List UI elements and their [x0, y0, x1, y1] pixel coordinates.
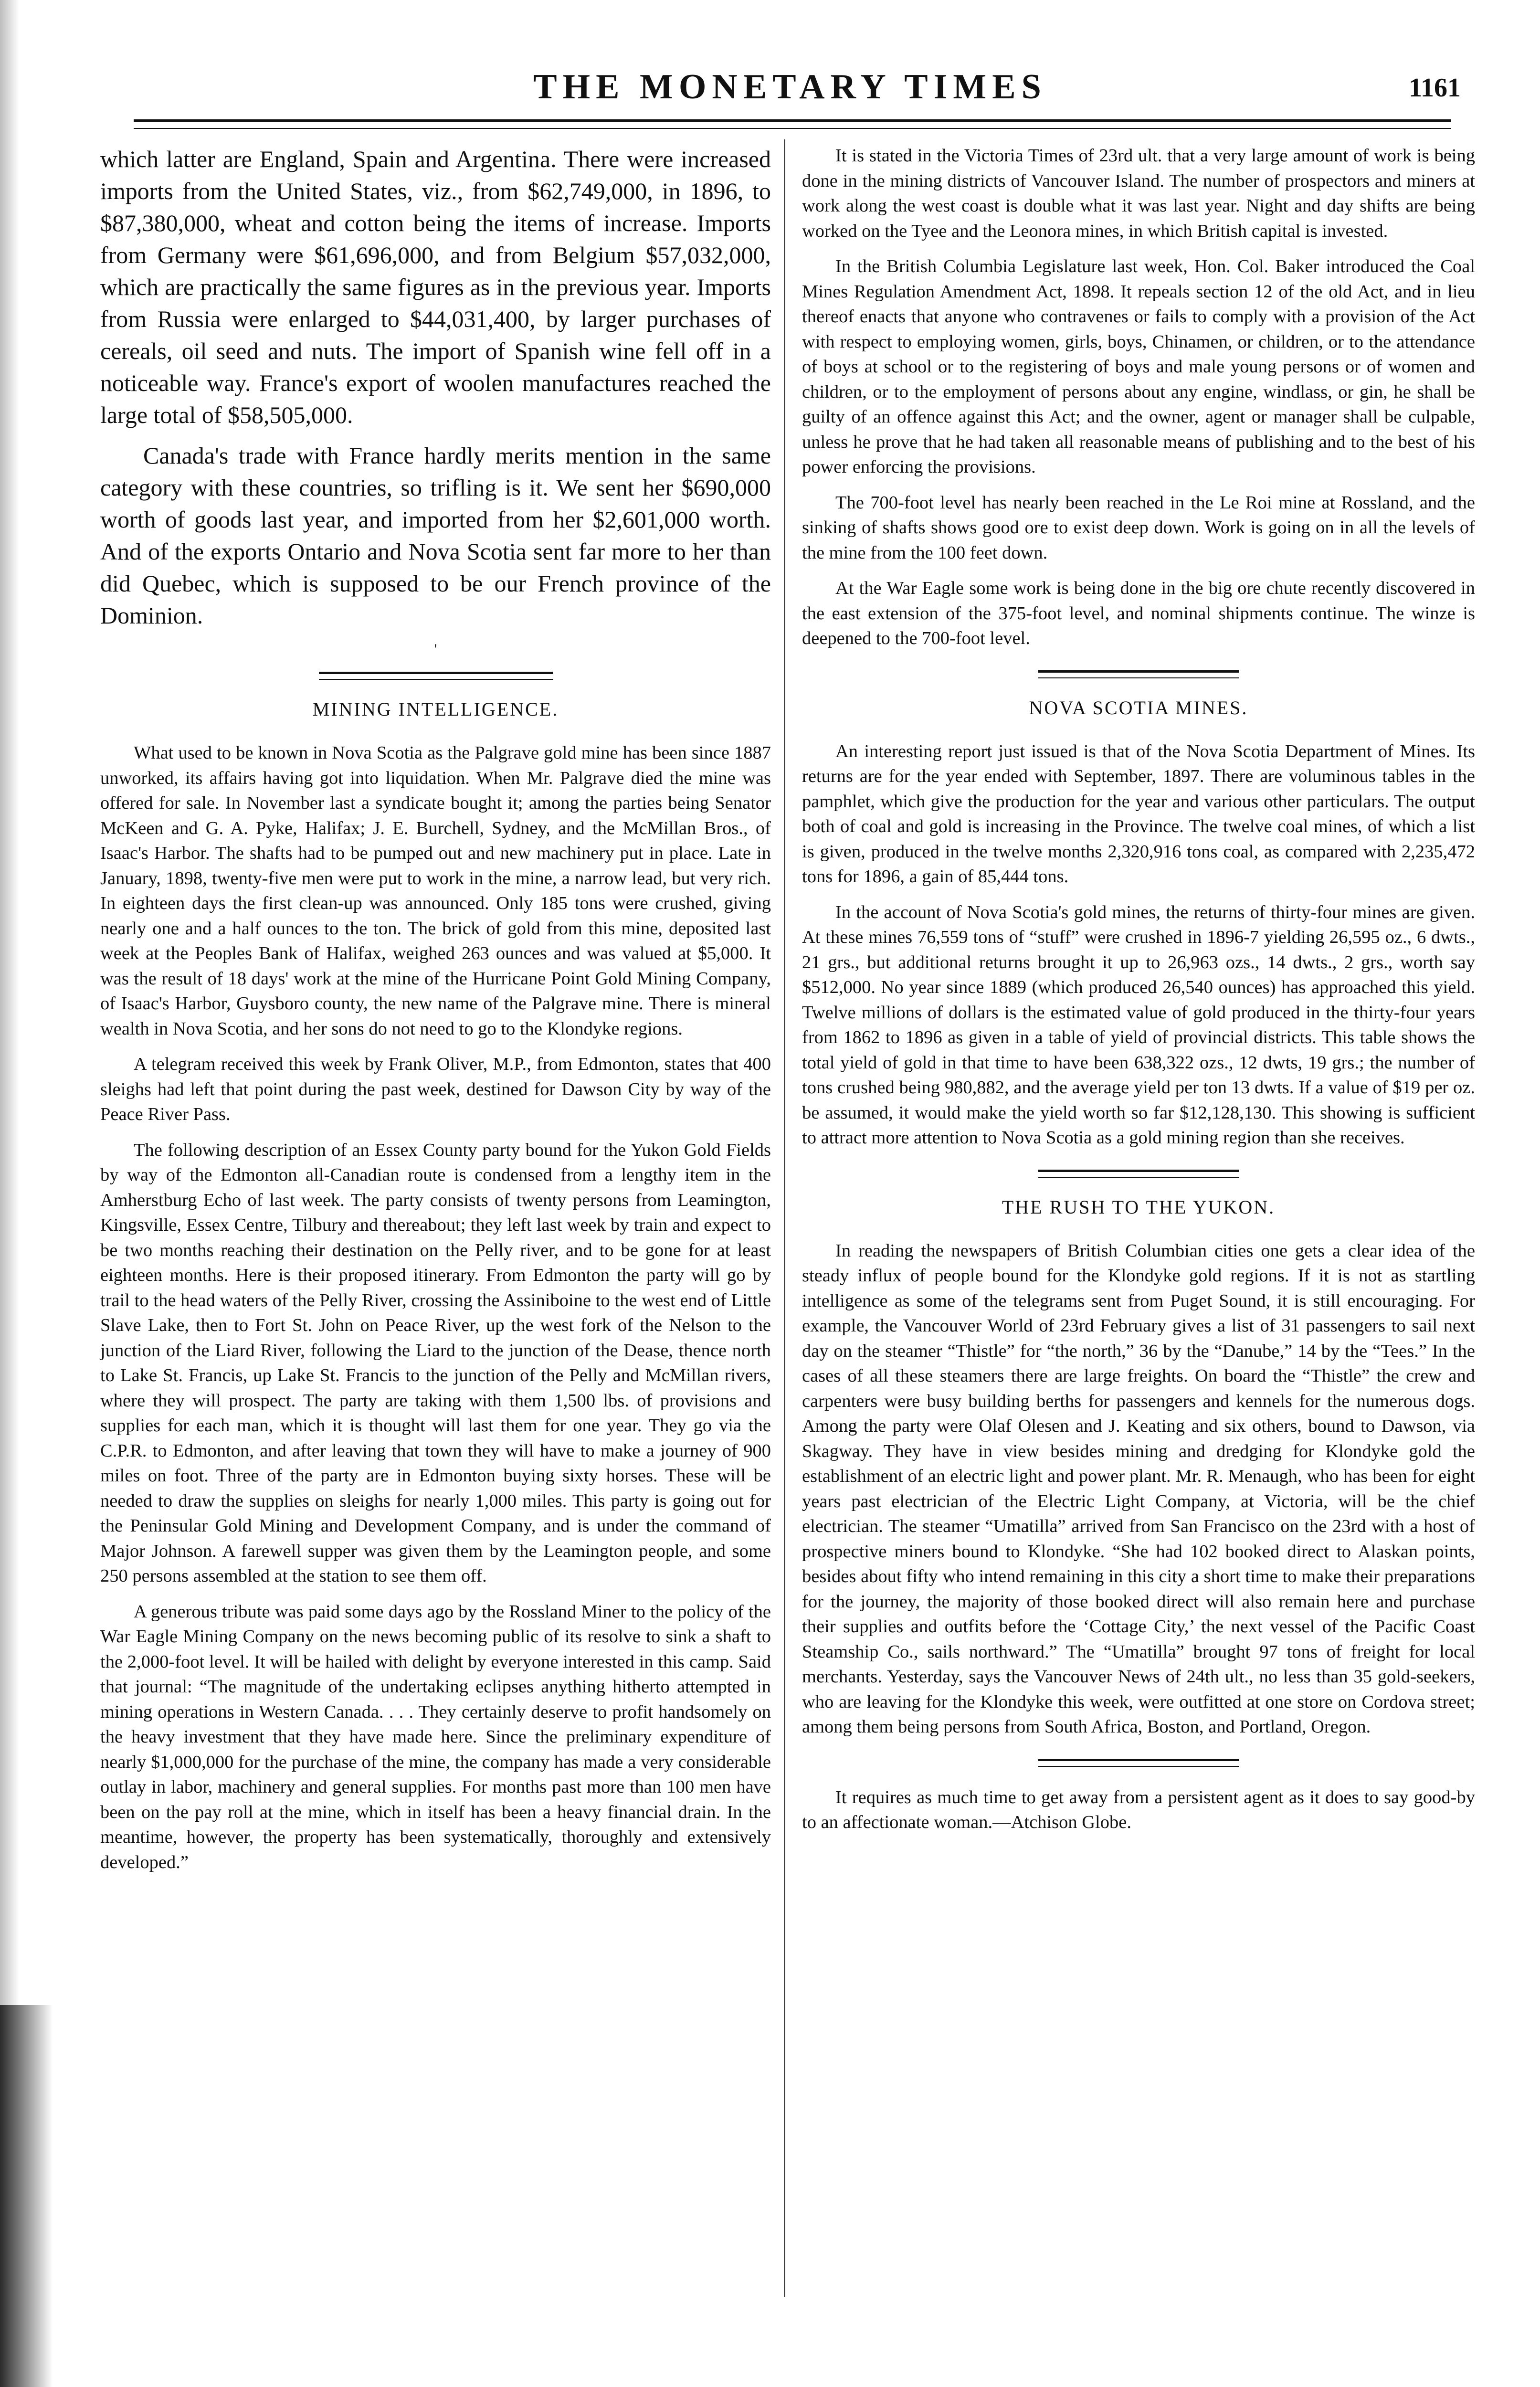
- section-divider: [1038, 670, 1239, 678]
- closing-quote: It requires as much time to get away from a persistent agent as it does to say good-by to an affectionate woman.—Atchison Globe.: [802, 1787, 1475, 1832]
- mining-news-paragraph: It is stated in the Victoria Times of 23rd ult. that a very large amount of work is being done in the mining districts of Vancouver Island. The number of prospectors and miners at work along the west coast is double what it was last year. Night and day shifts are being worked on the Tyee and the Leonora mines, in which British capital is invested.: [802, 146, 1475, 241]
- section-title-yukon: THE RUSH TO THE YUKON.: [1002, 1196, 1276, 1218]
- yukon-paragraph: In reading the newspapers of British Columbian cities one gets a clear idea of the steady influx of people bound for the Klondyke gold regions. If it is not as startling intelligence as some of the telegrams sent from Puget Sound, it is still encouraging. For example, the Vancouver World of 23rd February gives a list of 31 passengers to sail next day on the steamer “Thistle” for “the north,” 36 by the “Danube,” 14 by the “Tees.” In the cases of all these steamers there are large freights. On board the “Thistle” the crew and carpenters were busy building berths for passengers and kennels for the numerous dogs. Among the party were Olaf Olesen and J. Keating and six others, bound to Dawson, via Skagway. They have in view besides mining and dredging for Klondyke gold the establishment of an electric light and power plant. Mr. R. Menaugh, who has been for eight years past electrician of the Electric Light Company, at Victoria, will be the chief electrician. The steamer “Umatilla” arrived from San Francisco on the 23rd with a host of prospective miners bound to Klondyke. “She had 102 booked direct to Alaskan points, besides about fifty who intend remaining in this city a short time to make their preparations for the journey, the majority of those booked direct will also remain here and purchase their supplies and outfits before the ‘Cottage City,’ the next vessel of the Pacific Coast Steamship Co., sails northward.” The “Umatilla” brought 97 tons of freight for local merchants. Yesterday, says the Vancouver News of 24th ult., no less than 35 gold-seekers, who are leaving for the Klondyke this week, were outfitted at one store on Cordova street; among them being persons from South Africa, Boston, and Portland, Oregon.: [802, 1240, 1475, 1737]
- mining-news-paragraph: At the War Eagle some work is being done in the big ore chute recently discovered in the east extension of the 375-foot level, and nominal shipments continue. The winze is deepened to the 700-foot level.: [802, 578, 1475, 648]
- mining-news-paragraph: The 700-foot level has nearly been reached in the Le Roi mine at Rossland, and the sinking of shafts shows good ore to exist deep down. Work is going on in all the levels of the mine from the 100 feet down.: [802, 492, 1475, 563]
- page-header: [110, 67, 1470, 119]
- mining-paragraph: The following description of an Essex County party bound for the Yukon Gold Fields by way of the Edmonton all-Canadian route is condensed from a lengthy item in the Amherstburg Echo of last week. The party consists of twenty persons from Leamington, Kingsville, Essex Centre, Tilbury and thereabout; they left last week by train and expect to be two months reaching their destination on the Pelly river, and to be gone for at least eighteen months. Here is their proposed itinerary. From Edmonton the party will go by trail to the head waters of the Pelly River, crossing the Assiniboine to the west end of Little Slave Lake, then to Fort St. John on Peace River, up the west fork of the Nelson to the junction of the Liard River, following the Liard to the junction of the Dease, thence north to Lake St. Francis, up Lake St. Francis to the junction of the Pelly and McMillan rivers, where they will prospect. The party are taking with them 1,500 lbs. of provisions and supplies for each man, which it is thought will last them for one year. They go via the C.P.R. to Edmonton, and after leaving that town they will have to make a journey of 900 miles on foot. Three of the party are in Edmonton buying sixty horses. These will be needed to draw the supplies on sleighs for nearly 1,000 miles. This party is going out for the Peninsular Gold Mining and Development Company, and is under the command of Major Johnson. A farewell supper was given them by the Leamington people, and some 250 persons assembled at the station to see them off.: [100, 1140, 771, 1586]
- mining-paragraph: What used to be known in Nova Scotia as the Palgrave gold mine has been since 1887 unworked, its affairs having got into liquidation. When Mr. Palgrave died the mine was offered for sale. In November last a syndicate bought it; among the parties being Senator McKeen and G. A. Pyke, Halifax; J. E. Burchell, Sydney, and the McMillan Bros., of Isaac's Harbor. The shafts had to be pumped out and new machinery put in place. Late in January, 1898, twenty-five men were put to work in the mine, a narrow lead, but very rich. In eighteen days the first clean-up was announced. Only 185 tons were crushed, giving nearly one and a half ounces to the ton. The brick of gold from this mine, deposited last week at the Peoples Bank of Halifax, weighed 263 ounces and was valued at $5,000. It was the result of 18 days' work at the mine of the Hurricane Point Gold Mining Company, of Isaac's Harbor, Guysboro county, the new name of the Palgrave mine. There is mineral wealth in Nova Scotia, and her sons do not need to go to the Klondyke regions.: [100, 743, 771, 1039]
- section-divider: [319, 672, 553, 680]
- page-number: 1161: [1409, 73, 1461, 103]
- right-column: [802, 143, 1475, 1846]
- header-rule-thin: [134, 128, 1451, 129]
- column-separator: [784, 139, 785, 2297]
- article-paragraph: Canada's trade with France hardly merits mention in the same category with these countries, so trifling is it. We sent her $690,000 worth of goods last year, and imported from her $2,601,000 worth. And of the exports Ontario and Nova Scotia sent far more to her than did Quebec, which is supposed to be our French province of the Dominion.: [100, 442, 771, 629]
- section-divider: [1038, 1759, 1239, 1767]
- nova-scotia-paragraph: In the account of Nova Scotia's gold mines, the returns of thirty-four mines are given. At these mines 76,559 tons of “stuff” were crushed in 1896-7 yielding 26,595 oz., 6 dwts., 21 grs., but additional returns brought it up to 26,963 ozs., 14 dwts., 2 grs., worth say $512,000. No year since 1889 (which produced 26,540 ounces) has approached this yield. Twelve millions of dollars is the estimated value of gold produced in the thirty-four years from 1862 to 1896 as given in a table of yield of provincial districts. This table shows the total yield of gold in that time to have been 638,322 ozs., 12 dwts, 19 grs.; the number of tons crushed being 980,882, and the average yield per ton 13 dwts. If a value of $19 per oz. be assumed, it would make the yield worth so far $12,128,130. This showing is sufficient to attract more attention to Nova Scotia as a gold mining region than she receives.: [802, 902, 1475, 1148]
- mining-paragraph: A generous tribute was paid some days ago by the Rossland Miner to the policy of the War Eagle Mining Company on the news becoming public of its resolve to sink a shaft to the 2,000-foot level. It will be hailed with delight by everyone interested in this camp. Said that journal: “The magnitude of the undertaking eclipses anything hitherto attempted in mining operations in Western Canada. . . . They certainly deserve to profit handsomely on the heavy investment that they have made here. Since the preliminary expenditure of nearly $1,000,000 for the purchase of the mine, the company has made a very considerable outlay in labor, machinery and general supplies. For months past more than 100 men have been on the pay roll at the mine, which in itself has been a heavy financial drain. In the meantime, however, the property has been systematically, thoroughly and extensively developed.”: [100, 1601, 771, 1872]
- scan-corner-shadow: [0, 2005, 53, 2387]
- header-rule-thick: [134, 119, 1451, 122]
- article-continuation-paragraph: which latter are England, Spain and Argentina. There were increased imports from the United States, viz., from $62,749,000, in 1896, to $87,380,000, wheat and cotton being the items of increase. Imports from Germany were $61,696,000, and from Belgium $57,032,000, which are practically the same figures as in the previous year. Imports from Russia were enlarged to $44,031,400, by larger purchases of cereals, oil seed and nuts. The import of Spanish wine fell off in a noticeable way. France's export of woolen manufactures reached the large total of $58,505,000.: [100, 146, 771, 428]
- mining-paragraph: A telegram received this week by Frank Oliver, M.P., from Edmonton, states that 400 sleighs had left that point during the past week, destined for Dawson City by way of the Peace River Pass.: [100, 1054, 771, 1124]
- mining-news-paragraph: In the British Columbia Legislature last week, Hon. Col. Baker introduced the Coal Mines Regulation Amendment Act, 1898. It repeals section 12 of the old Act, and in lieu thereof enacts that anyone who contravenes or fails to comply with a provision of the Act with respect to employing women, girls, boys, Chinamen, or children, or to the attendance of boys at school or to the registering of boys and male young persons or of women and children, or to the employment of persons about any engine, windlass, or gin, he shall be guilty of an offence against this Act; and the owner, agent or manager shall be culpable, unless he prove that he had taken all reasonable means of publishing and to the best of his power enforcing the provisions.: [802, 256, 1475, 477]
- nova-scotia-paragraph: An interesting report just issued is that of the Nova Scotia Department of Mines. Its returns are for the year ended with September, 1897. There are voluminous tables in the pamphlet, which give the production for the year and various other particulars. The output both of coal and gold is increasing in the Province. The twelve coal mines, of which a list is given, produced in the twelve months 2,320,916 tons coal, as compared with 2,235,472 tons for 1896, a gain of 85,444 tons.: [802, 741, 1475, 887]
- section-divider: [1038, 1170, 1239, 1178]
- masthead: THE MONETARY TIMES: [533, 67, 1047, 106]
- section-title-nova-scotia: NOVA SCOTIA MINES.: [1029, 697, 1248, 718]
- divider-mark: ': [434, 641, 437, 657]
- left-column: [100, 143, 771, 1885]
- section-title-mining: MINING INTELLIGENCE.: [312, 698, 559, 720]
